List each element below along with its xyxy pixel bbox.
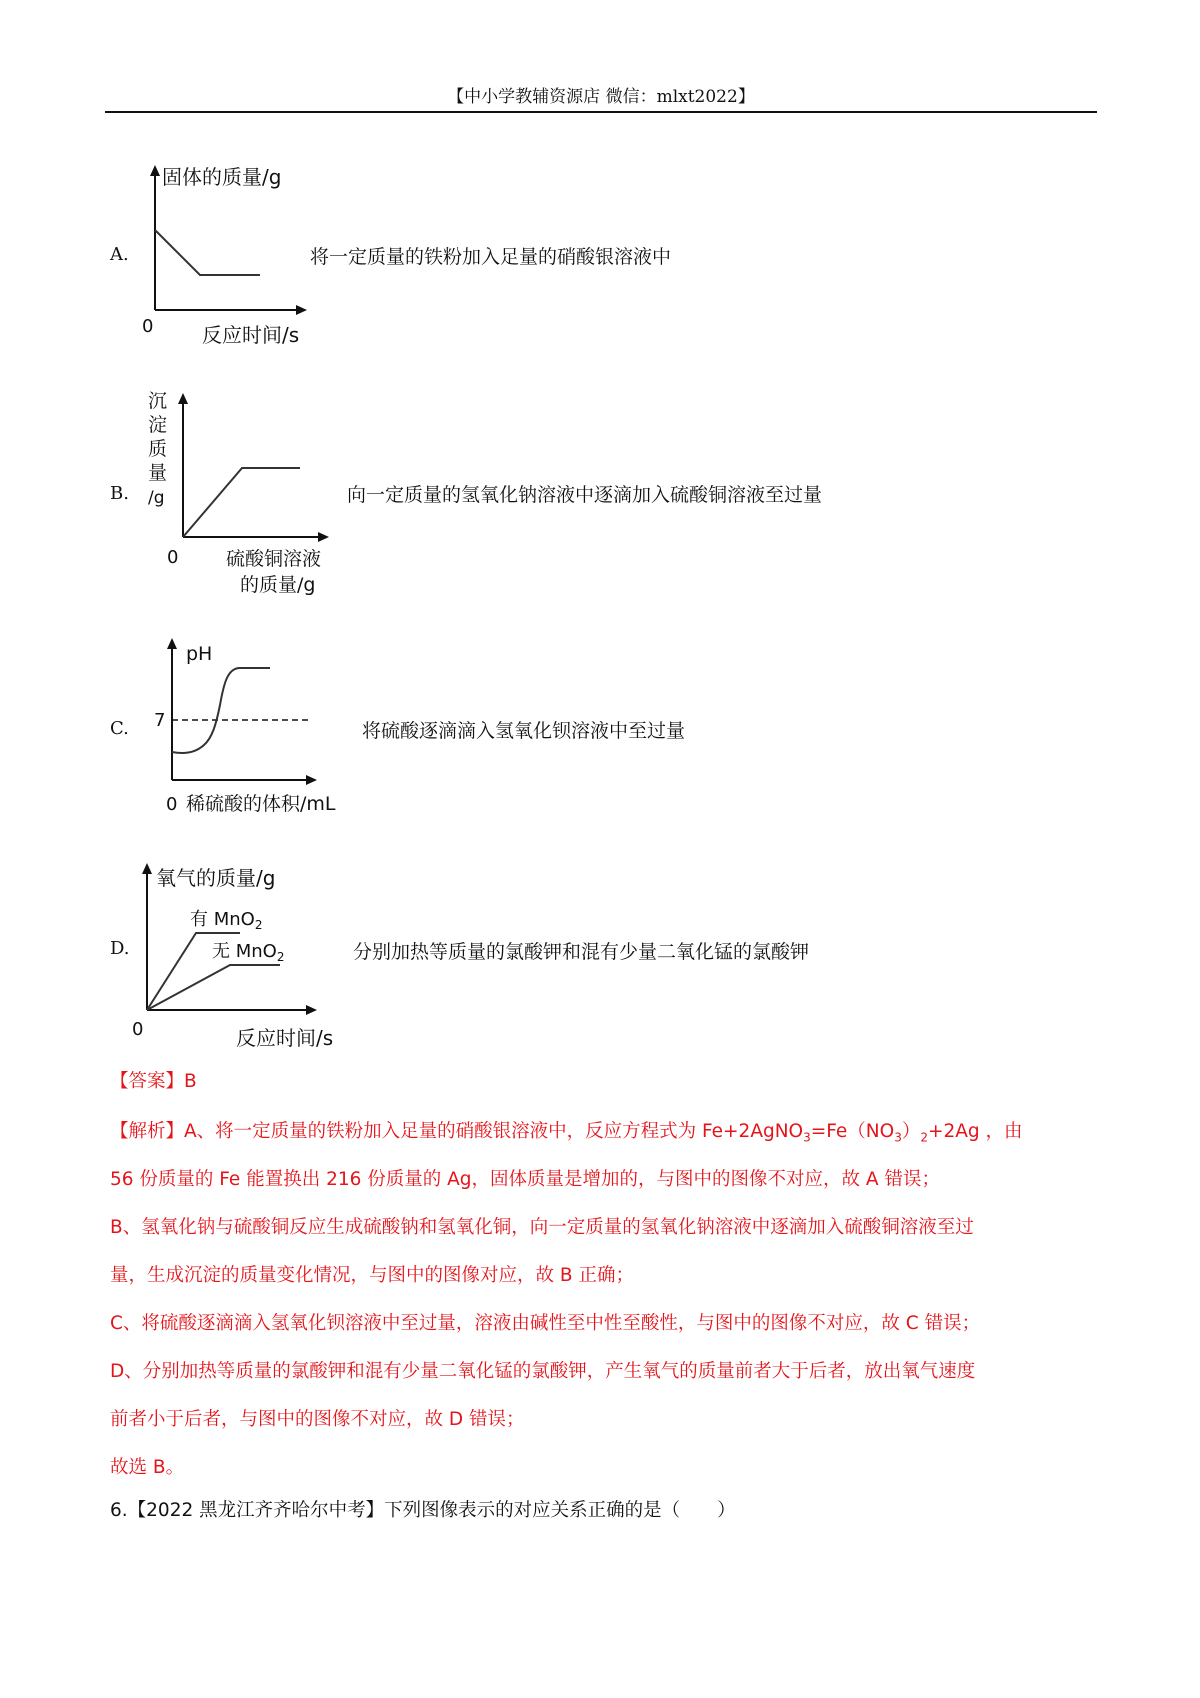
y-axis-label-1: 沉 — [148, 390, 168, 412]
analysis-line-4: 量，生成沉淀的质量变化情况，与图中的图像对应，故 B 正确； — [110, 1265, 634, 1286]
analysis-line-7: 前者小于后者，与图中的图像不对应，故 D 错误； — [110, 1409, 525, 1430]
origin-label: 0 — [167, 547, 179, 568]
y-axis-arrow — [142, 863, 152, 874]
y-axis-arrow — [178, 393, 188, 404]
x-axis-label: 反应时间/s — [236, 1026, 334, 1050]
x-axis-label-line2: 的质量/g — [240, 574, 316, 596]
option-a-letter: A. — [110, 244, 129, 265]
y-axis-label-3: 质 — [148, 438, 168, 460]
option-b-letter: B. — [110, 483, 129, 504]
curve — [155, 230, 260, 275]
analysis-line-5: C、将硫酸逐滴滴入氢氧化钡溶液中至过量，溶液由碱性至中性至酸性，与图中的图像不对应，故 C 错误； — [110, 1313, 981, 1334]
y-tick-7: 7 — [154, 710, 166, 731]
x-axis-label: 稀硫酸的体积/mL — [186, 793, 336, 815]
label-with-mno2: 有 MnO$_2$ — [190, 909, 263, 932]
x-axis-arrow — [306, 1005, 317, 1015]
x-axis-arrow — [318, 532, 329, 542]
option-d-text: 分别加热等质量的氯酸钾和混有少量二氧化锰的氯酸钾 — [353, 941, 810, 963]
x-axis-label: 反应时间/s — [202, 323, 300, 347]
analysis-line-8: 故选 B。 — [110, 1457, 185, 1478]
analysis-line-1: 【解析】A、将一定质量的铁粉加入足量的硝酸银溶液中，反应方程式为 $Fe+2AgNO_3=Fe(NO_3)_2+2Ag$ ，由 — [110, 1121, 1023, 1145]
analysis-line-2: 56 份质量的 Fe 能置换出 216 份质量的 Ag，固体质量是增加的，与图中的图像不对应，故 A 错误； — [110, 1169, 940, 1190]
x-axis-arrow — [306, 775, 317, 785]
analysis-line-6: D、分别加热等质量的氯酸钾和混有少量二氧化锰的氯酸钾，产生氧气的质量前者大于后者，放出氧气速度 — [110, 1361, 976, 1382]
answer-line: 【答案】B — [110, 1071, 197, 1092]
option-c-letter: C. — [110, 718, 129, 739]
y-axis-label: 固体的质量/g — [162, 165, 282, 189]
y-axis-label: pH — [186, 643, 213, 665]
curve — [172, 668, 270, 753]
curve-without-catalyst — [147, 965, 280, 1010]
option-c-text: 将硫酸逐滴滴入氢氧化钡溶液中至过量 — [362, 720, 686, 742]
question-6: 6.【2022 黑龙江齐齐哈尔中考】下列图像表示的对应关系正确的是（ ） — [110, 1500, 736, 1521]
option-d-letter: D. — [110, 938, 130, 959]
x-axis-label-line1: 硫酸铜溶液 — [226, 548, 322, 570]
option-a-graph — [140, 160, 320, 360]
y-axis-label-2: 淀 — [148, 414, 168, 436]
y-axis-arrow — [150, 165, 160, 176]
origin-label: 0 — [132, 1019, 144, 1040]
option-a-text: 将一定质量的铁粉加入足量的硝酸银溶液中 — [310, 246, 672, 268]
x-axis-arrow — [296, 305, 307, 315]
label-without-mno2: 无 MnO$_2$ — [212, 941, 285, 964]
y-axis-label: 氧气的质量/g — [156, 866, 276, 890]
curve — [183, 468, 300, 537]
origin-label: 0 — [166, 794, 178, 815]
y-axis-label-4: 量 — [148, 462, 168, 484]
header-rule — [105, 111, 1097, 113]
analysis-line-3: B、氢氧化钠与硫酸铜反应生成硫酸钠和氢氧化铜，向一定质量的氢氧化钠溶液中逐滴加入硫酸铜溶液至过 — [110, 1217, 974, 1238]
y-axis-label-5: /g — [148, 488, 165, 508]
page-header: 【中小学教辅资源店 微信：mlxt2022】 — [447, 87, 755, 107]
option-b-text: 向一定质量的氢氧化钠溶液中逐滴加入硫酸铜溶液至过量 — [347, 484, 823, 506]
option-c-graph — [150, 630, 370, 820]
y-axis-arrow — [167, 638, 177, 649]
option-b-graph — [140, 385, 340, 605]
origin-label: 0 — [142, 316, 154, 337]
option-d-graph — [130, 855, 350, 1055]
